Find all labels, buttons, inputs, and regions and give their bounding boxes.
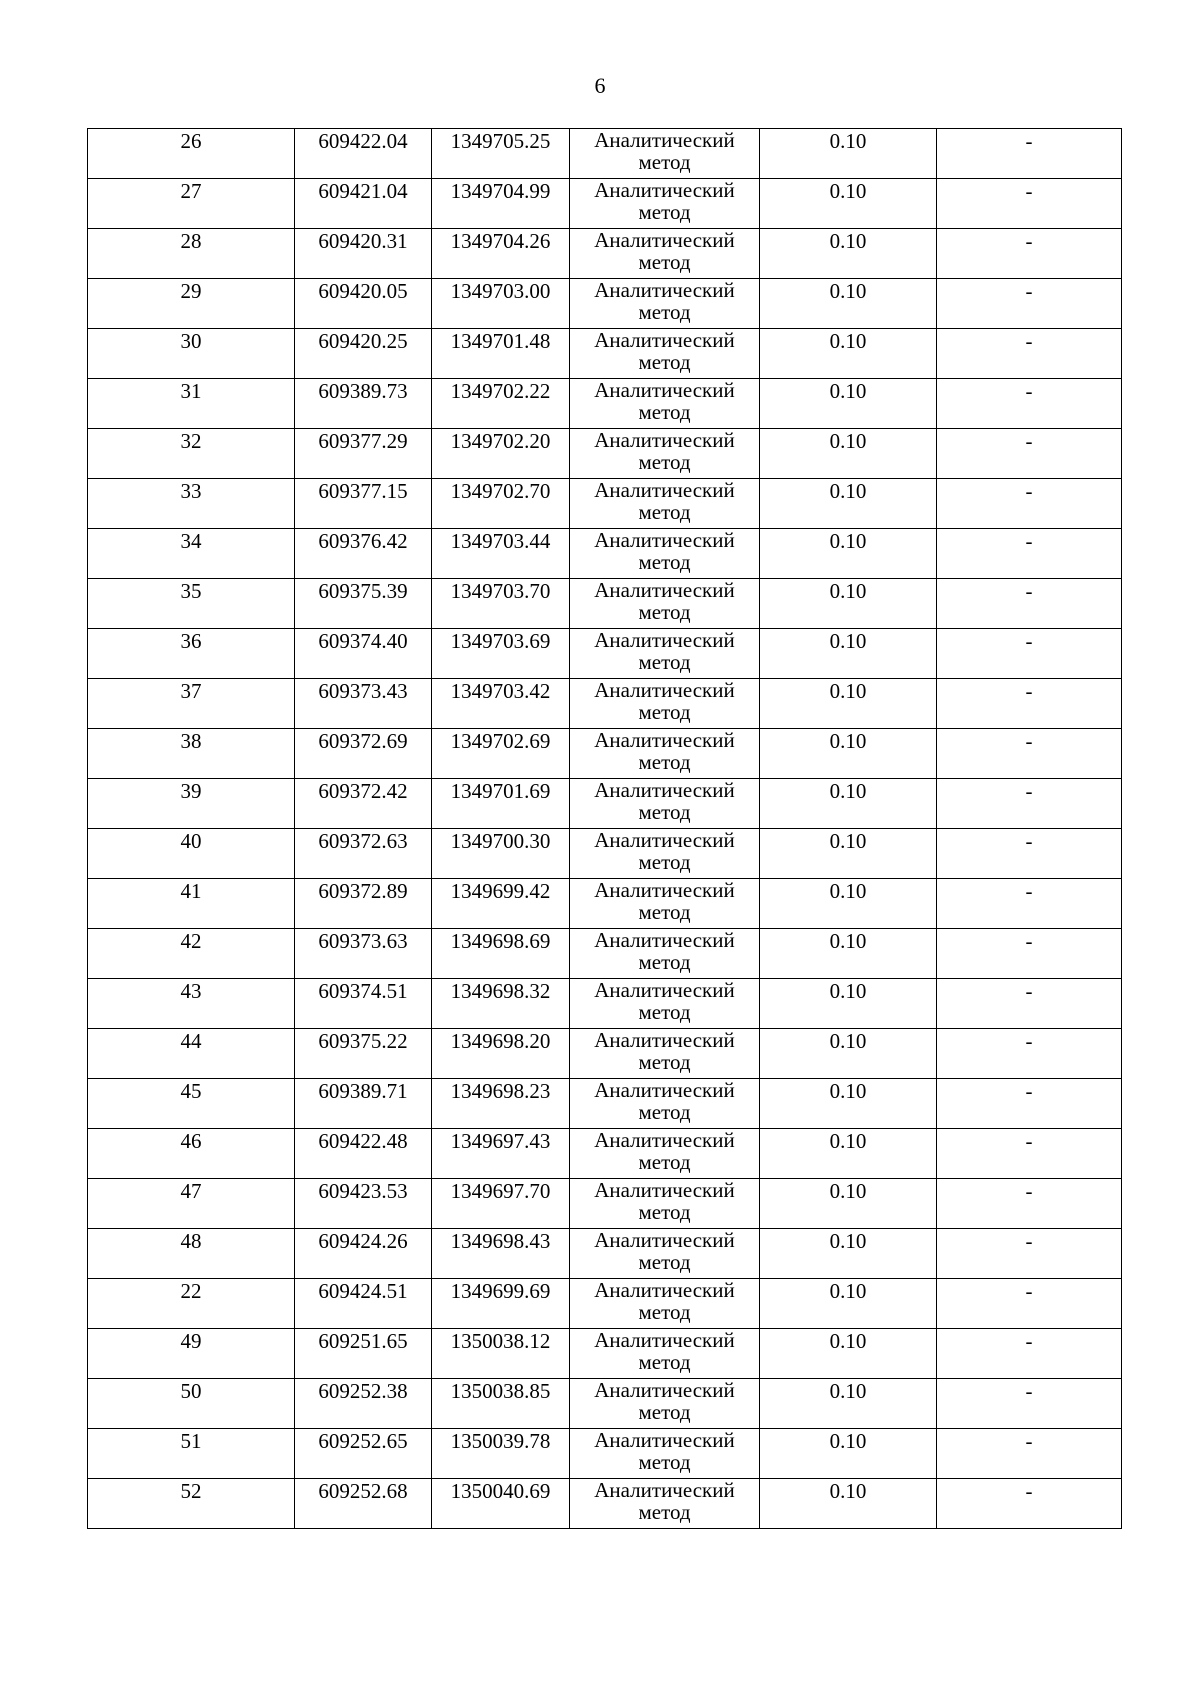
table-row: [88, 1479, 1122, 1529]
y-coordinate-cell: 1349698.43: [432, 1229, 570, 1279]
point-number-cell: 30: [88, 329, 295, 379]
method-label-line1: Аналитический: [594, 1378, 735, 1402]
table-row: [88, 1179, 1122, 1229]
method-cell: [570, 129, 760, 179]
method-label-line1: Аналитический: [594, 1178, 735, 1202]
y-coordinate-cell: 1350038.12: [432, 1329, 570, 1379]
note-cell: -: [937, 1479, 1122, 1529]
method-label-line2: метод: [638, 600, 691, 624]
method-label-line2: метод: [638, 1200, 691, 1224]
accuracy-cell: 0.10: [760, 529, 937, 579]
note-cell: -: [937, 179, 1122, 229]
x-coordinate-cell: 609372.69: [295, 729, 432, 779]
x-coordinate-cell: 609376.42: [295, 529, 432, 579]
method-label-line2: метод: [638, 1100, 691, 1124]
method-label-line1: Аналитический: [594, 328, 735, 352]
method-label-line2: метод: [638, 500, 691, 524]
x-coordinate-cell: 609375.22: [295, 1029, 432, 1079]
accuracy-cell: 0.10: [760, 729, 937, 779]
note-cell: -: [937, 779, 1122, 829]
y-coordinate-cell: 1349703.69: [432, 629, 570, 679]
point-number-cell: 46: [88, 1129, 295, 1179]
table-row: [88, 1429, 1122, 1479]
method-cell: [570, 1029, 760, 1079]
method-label-line2: метод: [638, 1500, 691, 1524]
method-label-line1: Аналитический: [594, 228, 735, 252]
table-row: [88, 929, 1122, 979]
note-cell: -: [937, 429, 1122, 479]
accuracy-cell: 0.10: [760, 329, 937, 379]
note-cell: -: [937, 379, 1122, 429]
y-coordinate-cell: 1349703.00: [432, 279, 570, 329]
accuracy-cell: 0.10: [760, 1229, 937, 1279]
table-row: [88, 579, 1122, 629]
note-cell: -: [937, 929, 1122, 979]
point-number-cell: 32: [88, 429, 295, 479]
table-row: [88, 679, 1122, 729]
table-body: [88, 129, 1122, 1529]
table-row: [88, 129, 1122, 179]
table-row: [88, 1329, 1122, 1379]
method-label-line1: Аналитический: [594, 1128, 735, 1152]
accuracy-cell: 0.10: [760, 179, 937, 229]
point-number-cell: 40: [88, 829, 295, 879]
note-cell: -: [937, 329, 1122, 379]
x-coordinate-cell: 609372.89: [295, 879, 432, 929]
method-cell: [570, 729, 760, 779]
table-row: [88, 1129, 1122, 1179]
method-label-line1: Аналитический: [594, 1278, 735, 1302]
method-cell: [570, 1479, 760, 1529]
table-row: [88, 979, 1122, 1029]
point-number-cell: 44: [88, 1029, 295, 1079]
note-cell: -: [937, 1429, 1122, 1479]
y-coordinate-cell: 1349702.20: [432, 429, 570, 479]
method-cell: [570, 1229, 760, 1279]
note-cell: -: [937, 1229, 1122, 1279]
x-coordinate-cell: 609252.65: [295, 1429, 432, 1479]
page-number: 6: [594, 73, 606, 98]
point-number-cell: 47: [88, 1179, 295, 1229]
note-cell: -: [937, 279, 1122, 329]
note-cell: -: [937, 129, 1122, 179]
table-row: [88, 179, 1122, 229]
method-label-line2: метод: [638, 200, 691, 224]
method-label-line2: метод: [638, 400, 691, 424]
method-label-line2: метод: [638, 450, 691, 474]
accuracy-cell: 0.10: [760, 879, 937, 929]
method-label-line2: метод: [638, 550, 691, 574]
accuracy-cell: 0.10: [760, 1379, 937, 1429]
x-coordinate-cell: 609372.42: [295, 779, 432, 829]
method-label-line1: Аналитический: [594, 1328, 735, 1352]
accuracy-cell: 0.10: [760, 1329, 937, 1379]
y-coordinate-cell: 1349698.32: [432, 979, 570, 1029]
point-number-cell: 39: [88, 779, 295, 829]
table-row: [88, 379, 1122, 429]
method-label-line1: Аналитический: [594, 428, 735, 452]
accuracy-cell: 0.10: [760, 479, 937, 529]
method-label-line1: Аналитический: [594, 378, 735, 402]
x-coordinate-cell: 609422.04: [295, 129, 432, 179]
y-coordinate-cell: 1349698.20: [432, 1029, 570, 1079]
y-coordinate-cell: 1350040.69: [432, 1479, 570, 1529]
point-number-cell: 31: [88, 379, 295, 429]
method-label-line1: Аналитический: [594, 628, 735, 652]
x-coordinate-cell: 609374.51: [295, 979, 432, 1029]
accuracy-cell: 0.10: [760, 1179, 937, 1229]
note-cell: -: [937, 629, 1122, 679]
table-row: [88, 829, 1122, 879]
note-cell: -: [937, 879, 1122, 929]
x-coordinate-cell: 609424.26: [295, 1229, 432, 1279]
point-number-cell: 29: [88, 279, 295, 329]
method-label-line2: метод: [638, 1050, 691, 1074]
table-row: [88, 1229, 1122, 1279]
table-row: [88, 329, 1122, 379]
x-coordinate-cell: 609420.05: [295, 279, 432, 329]
point-number-cell: 22: [88, 1279, 295, 1329]
method-label-line2: метод: [638, 950, 691, 974]
x-coordinate-cell: 609373.63: [295, 929, 432, 979]
x-coordinate-cell: 609421.04: [295, 179, 432, 229]
note-cell: -: [937, 1029, 1122, 1079]
y-coordinate-cell: 1349702.69: [432, 729, 570, 779]
y-coordinate-cell: 1349697.43: [432, 1129, 570, 1179]
y-coordinate-cell: 1349704.99: [432, 179, 570, 229]
method-cell: [570, 429, 760, 479]
accuracy-cell: 0.10: [760, 129, 937, 179]
method-label-line2: метод: [638, 1250, 691, 1274]
note-cell: -: [937, 1329, 1122, 1379]
note-cell: -: [937, 829, 1122, 879]
point-number-cell: 27: [88, 179, 295, 229]
method-cell: [570, 1429, 760, 1479]
x-coordinate-cell: 609420.31: [295, 229, 432, 279]
accuracy-cell: 0.10: [760, 579, 937, 629]
method-label-line2: метод: [638, 1350, 691, 1374]
table-row: [88, 629, 1122, 679]
method-cell: [570, 229, 760, 279]
method-label-line2: метод: [638, 300, 691, 324]
y-coordinate-cell: 1349698.69: [432, 929, 570, 979]
method-label-line1: Аналитический: [594, 878, 735, 902]
y-coordinate-cell: 1349701.48: [432, 329, 570, 379]
method-cell: [570, 329, 760, 379]
y-coordinate-cell: 1349703.70: [432, 579, 570, 629]
y-coordinate-cell: 1349697.70: [432, 1179, 570, 1229]
method-label-line2: метод: [638, 1150, 691, 1174]
method-label-line2: метод: [638, 800, 691, 824]
point-number-cell: 41: [88, 879, 295, 929]
accuracy-cell: 0.10: [760, 929, 937, 979]
method-cell: [570, 579, 760, 629]
note-cell: -: [937, 729, 1122, 779]
method-cell: [570, 1379, 760, 1429]
x-coordinate-cell: 609389.73: [295, 379, 432, 429]
method-label-line2: метод: [638, 350, 691, 374]
method-label-line1: Аналитический: [594, 678, 735, 702]
y-coordinate-cell: 1349698.23: [432, 1079, 570, 1129]
y-coordinate-cell: 1350039.78: [432, 1429, 570, 1479]
x-coordinate-cell: 609377.29: [295, 429, 432, 479]
x-coordinate-cell: 609424.51: [295, 1279, 432, 1329]
y-coordinate-cell: 1349701.69: [432, 779, 570, 829]
y-coordinate-cell: 1349702.70: [432, 479, 570, 529]
accuracy-cell: 0.10: [760, 779, 937, 829]
point-number-cell: 37: [88, 679, 295, 729]
x-coordinate-cell: 609251.65: [295, 1329, 432, 1379]
note-cell: -: [937, 679, 1122, 729]
note-cell: -: [937, 479, 1122, 529]
method-cell: [570, 979, 760, 1029]
x-coordinate-cell: 609375.39: [295, 579, 432, 629]
y-coordinate-cell: 1349699.69: [432, 1279, 570, 1329]
point-number-cell: 28: [88, 229, 295, 279]
point-number-cell: 35: [88, 579, 295, 629]
accuracy-cell: 0.10: [760, 1479, 937, 1529]
point-number-cell: 48: [88, 1229, 295, 1279]
note-cell: -: [937, 229, 1122, 279]
method-label-line1: Аналитический: [594, 528, 735, 552]
method-label-line1: Аналитический: [594, 1078, 735, 1102]
method-label-line1: Аналитический: [594, 578, 735, 602]
accuracy-cell: 0.10: [760, 379, 937, 429]
point-number-cell: 38: [88, 729, 295, 779]
method-cell: [570, 879, 760, 929]
method-cell: [570, 1179, 760, 1229]
method-label-line2: метод: [638, 1400, 691, 1424]
method-label-line2: метод: [638, 150, 691, 174]
y-coordinate-cell: 1349705.25: [432, 129, 570, 179]
x-coordinate-cell: 609422.48: [295, 1129, 432, 1179]
y-coordinate-cell: 1350038.85: [432, 1379, 570, 1429]
x-coordinate-cell: 609373.43: [295, 679, 432, 729]
note-cell: -: [937, 529, 1122, 579]
x-coordinate-cell: 609252.68: [295, 1479, 432, 1529]
method-label-line1: Аналитический: [594, 778, 735, 802]
table-row: [88, 879, 1122, 929]
point-number-cell: 49: [88, 1329, 295, 1379]
accuracy-cell: 0.10: [760, 229, 937, 279]
point-number-cell: 34: [88, 529, 295, 579]
note-cell: -: [937, 1129, 1122, 1179]
method-label-line2: метод: [638, 700, 691, 724]
accuracy-cell: 0.10: [760, 1079, 937, 1129]
y-coordinate-cell: 1349703.42: [432, 679, 570, 729]
accuracy-cell: 0.10: [760, 829, 937, 879]
x-coordinate-cell: 609377.15: [295, 479, 432, 529]
note-cell: -: [937, 1079, 1122, 1129]
method-cell: [570, 479, 760, 529]
method-label-line2: метод: [638, 650, 691, 674]
method-label-line1: Аналитический: [594, 828, 735, 852]
y-coordinate-cell: 1349699.42: [432, 879, 570, 929]
x-coordinate-cell: 609252.38: [295, 1379, 432, 1429]
table-row: [88, 229, 1122, 279]
table-row: [88, 1079, 1122, 1129]
accuracy-cell: 0.10: [760, 1129, 937, 1179]
table-row: [88, 1379, 1122, 1429]
method-cell: [570, 1329, 760, 1379]
point-number-cell: 52: [88, 1479, 295, 1529]
point-number-cell: 50: [88, 1379, 295, 1429]
method-label-line1: Аналитический: [594, 128, 735, 152]
method-label-line1: Аналитический: [594, 1428, 735, 1452]
accuracy-cell: 0.10: [760, 979, 937, 1029]
method-label-line2: метод: [638, 900, 691, 924]
method-label-line1: Аналитический: [594, 1478, 735, 1502]
table-row: [88, 729, 1122, 779]
method-cell: [570, 679, 760, 729]
point-number-cell: 42: [88, 929, 295, 979]
method-cell: [570, 929, 760, 979]
note-cell: -: [937, 979, 1122, 1029]
method-cell: [570, 1079, 760, 1129]
accuracy-cell: 0.10: [760, 429, 937, 479]
y-coordinate-cell: 1349702.22: [432, 379, 570, 429]
x-coordinate-cell: 609389.71: [295, 1079, 432, 1129]
table-row: [88, 279, 1122, 329]
method-cell: [570, 279, 760, 329]
method-label-line1: Аналитический: [594, 1228, 735, 1252]
method-cell: [570, 529, 760, 579]
table-row: [88, 779, 1122, 829]
accuracy-cell: 0.10: [760, 1429, 937, 1479]
table-row: [88, 529, 1122, 579]
accuracy-cell: 0.10: [760, 629, 937, 679]
method-label-line1: Аналитический: [594, 278, 735, 302]
method-cell: [570, 379, 760, 429]
method-label-line1: Аналитический: [594, 178, 735, 202]
table-row: [88, 1029, 1122, 1079]
accuracy-cell: 0.10: [760, 679, 937, 729]
method-label-line1: Аналитический: [594, 928, 735, 952]
method-cell: [570, 1129, 760, 1179]
y-coordinate-cell: 1349704.26: [432, 229, 570, 279]
method-label-line2: метод: [638, 850, 691, 874]
coordinates-table: [87, 128, 1122, 1529]
method-label-line2: метод: [638, 750, 691, 774]
note-cell: -: [937, 1179, 1122, 1229]
point-number-cell: 43: [88, 979, 295, 1029]
point-number-cell: 51: [88, 1429, 295, 1479]
table-row: [88, 1279, 1122, 1329]
note-cell: -: [937, 1279, 1122, 1329]
method-label-line2: метод: [638, 1450, 691, 1474]
x-coordinate-cell: 609420.25: [295, 329, 432, 379]
method-cell: [570, 779, 760, 829]
method-label-line2: метод: [638, 250, 691, 274]
point-number-cell: 33: [88, 479, 295, 529]
method-label-line1: Аналитический: [594, 478, 735, 502]
table-row: [88, 429, 1122, 479]
note-cell: -: [937, 1379, 1122, 1429]
accuracy-cell: 0.10: [760, 1279, 937, 1329]
method-label-line2: метод: [638, 1300, 691, 1324]
method-cell: [570, 179, 760, 229]
x-coordinate-cell: 609374.40: [295, 629, 432, 679]
method-label-line1: Аналитический: [594, 728, 735, 752]
method-label-line1: Аналитический: [594, 978, 735, 1002]
point-number-cell: 36: [88, 629, 295, 679]
method-cell: [570, 629, 760, 679]
y-coordinate-cell: 1349703.44: [432, 529, 570, 579]
x-coordinate-cell: 609423.53: [295, 1179, 432, 1229]
method-label-line2: метод: [638, 1000, 691, 1024]
method-cell: [570, 829, 760, 879]
point-number-cell: 45: [88, 1079, 295, 1129]
table-row: [88, 479, 1122, 529]
x-coordinate-cell: 609372.63: [295, 829, 432, 879]
note-cell: -: [937, 579, 1122, 629]
accuracy-cell: 0.10: [760, 1029, 937, 1079]
y-coordinate-cell: 1349700.30: [432, 829, 570, 879]
point-number-cell: 26: [88, 129, 295, 179]
accuracy-cell: 0.10: [760, 279, 937, 329]
method-cell: [570, 1279, 760, 1329]
method-label-line1: Аналитический: [594, 1028, 735, 1052]
